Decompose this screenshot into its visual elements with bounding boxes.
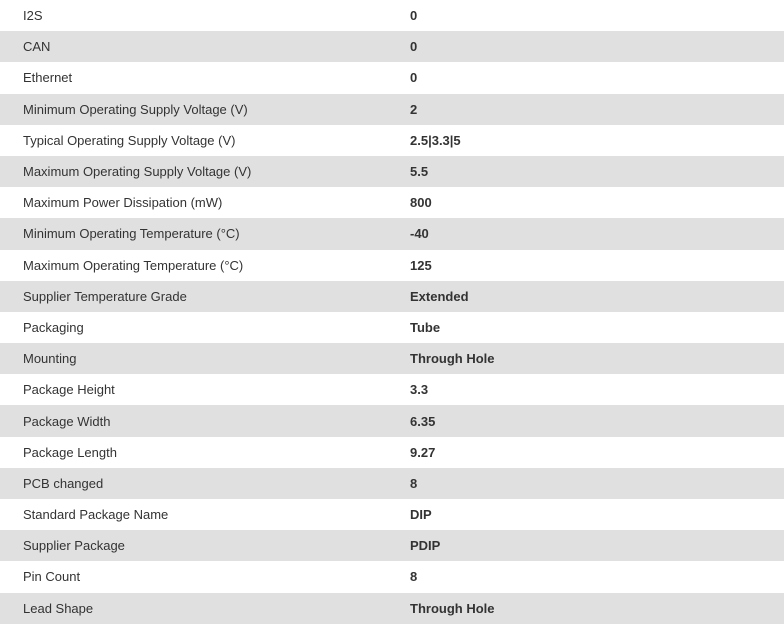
spec-label: Maximum Operating Temperature (°C) [23,257,244,273]
spec-value: PDIP [410,538,441,554]
spec-row-standard-package-name [0,499,784,530]
spec-label: Mounting [23,351,77,367]
spec-value: Through Hole [410,600,495,616]
spec-row-packaging [0,312,784,343]
spec-row-max-supply-voltage [0,156,784,187]
spec-label: PCB changed [23,475,104,491]
spec-row-pcb-changed [0,468,784,499]
spec-value: 8 [410,475,418,491]
spec-label: Minimum Operating Temperature (°C) [23,226,240,242]
spec-row-package-length [0,437,784,468]
spec-row-package-width [0,405,784,436]
spec-value: 5.5 [410,164,429,180]
spec-label: Maximum Operating Supply Voltage (V) [23,164,252,180]
spec-row-max-operating-temp [0,250,784,281]
spec-value: Extended [410,288,469,304]
spec-value: 2.5|3.3|5 [410,132,461,148]
spec-label: Ethernet [23,70,73,86]
spec-label: Typical Operating Supply Voltage (V) [23,132,236,148]
spec-row-ethernet [0,62,784,93]
spec-value: 0 [410,39,418,55]
spec-value: DIP [410,507,432,523]
spec-label: Package Height [23,382,115,398]
spec-value: 0 [410,8,418,24]
spec-label: Supplier Temperature Grade [23,288,187,304]
spec-value: 800 [410,195,432,211]
spec-row-i2s [0,0,784,31]
spec-row-typ-supply-voltage [0,125,784,156]
spec-label: Minimum Operating Supply Voltage (V) [23,101,248,117]
spec-row-pin-count [0,561,784,592]
spec-label: Standard Package Name [23,507,169,523]
spec-row-supplier-package [0,530,784,561]
spec-label: Packaging [23,319,84,335]
spec-row-temperature-grade [0,281,784,312]
spec-label: Maximum Power Dissipation (mW) [23,195,223,211]
spec-label: Package Length [23,444,117,460]
spec-row-min-supply-voltage [0,94,784,125]
spec-value: 2 [410,101,418,117]
spec-row-package-height [0,374,784,405]
spec-value: 6.35 [410,413,436,429]
spec-value: 8 [410,569,418,585]
spec-label: CAN [23,39,51,55]
spec-value: 3.3 [410,382,429,398]
spec-value: Through Hole [410,351,495,367]
spec-label: Supplier Package [23,538,125,554]
spec-value: 9.27 [410,444,436,460]
spec-row-can [0,31,784,62]
spec-row-min-operating-temp [0,218,784,249]
spec-row-mounting [0,343,784,374]
spec-value: Tube [410,319,441,335]
spec-value: 125 [410,257,432,273]
spec-label: I2S [23,8,43,24]
spec-label: Lead Shape [23,600,94,616]
spec-label: Pin Count [23,569,81,585]
spec-value: -40 [410,226,429,242]
spec-value: 0 [410,70,418,86]
spec-row-max-power-dissipation [0,187,784,218]
spec-row-lead-shape [0,593,784,624]
spec-label: Package Width [23,413,111,429]
